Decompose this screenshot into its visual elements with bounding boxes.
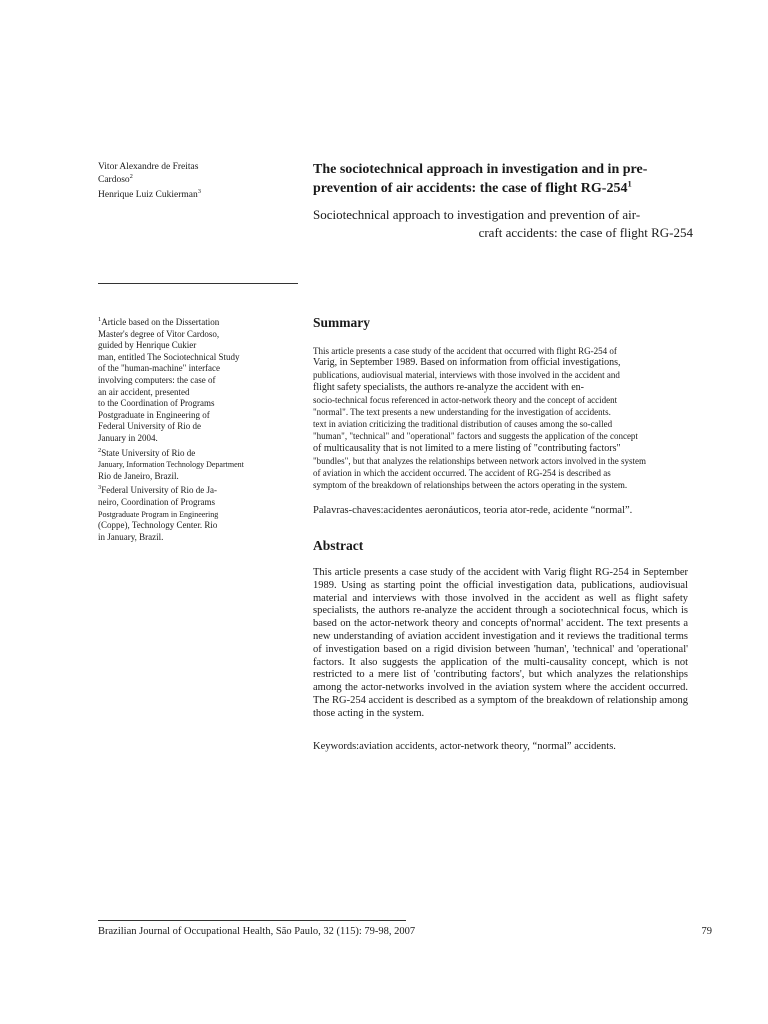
article-title: The sociotechnical approach in investigation and in pre- prevention of air accidents: the case of flight $RG-254^1$ [313,162,648,196]
article-subtitle: Sociotechnical approach to investigation and prevention of air- craft accidents: the case of flight RG-254 [313,207,693,240]
footnote-marker: 1 [627,178,632,189]
author-name-line: Cardoso$^2$ [98,172,133,185]
summary-keywords: Palavras-chaves:acidentes aeronáuticos, teoria ator-rede, acidente “normal”. [313,505,633,516]
abstract-body: This article presents a case study of the accident with Varig flight RG-254 in September 1989. Using as starting point the official investigation data, publications, audiovisual material and interviews with those involved in the accident as well as flight safety specialists, the authors re-analyze the accident through a sociotechnical focus, which is based on the actor-network theory and concepts of'normal' accident. The text presents a new understanding of aviation accident investigation and it reviews the traditional terms of investigation based on a rigid division between 'human', 'technical' and 'operational' factors. It also suggests the application of the multi-causality concept, which is not restricted to a mere list of 'contributing factors', but which analyzes the relationships among the actor-networks involved in the aviation system where the accident occurred. The RG-254 accident is described as a symptom of the breakdown of relationship among those acting in the system. [313,567,688,719]
note-2: $^2$State University of Rio de January, Information Technology Department Rio de Janeiro, Brazil. [98,446,244,481]
journal-citation: Brazilian Journal of Occupational Health, São Paulo, 32 (115): 79-98, 2007 [98,926,416,937]
footer-divider [98,920,406,921]
notes-divider [98,283,298,284]
author-name-line: Henrique Luiz Cukierman$^3$ [98,187,201,200]
author-name-line: Vitor Alexandre de Freitas [98,162,199,172]
summary-heading: Summary [313,315,370,330]
summary-body: This article presents a case study of the accident that occurred with flight RG-254 of Varig, in September 1989. Based on information from official investigations, publications, audiovisual material, interviews with those involved in the accident and flight safety specialists, the authors re-analyze the accident with en- socio-technical focus referenced in actor-network theory and the concept of accident "normal". The text presents a new understanding for the investigation of accidents. text in aviation criticizing the traditional distribution of causes among the so-called "human", "technical" and "operational" factors and suggests the application of the concept of multicausality that is not limited to a mere listing of "contributing factors" "bundles", but that analyzes the relationships between network actors involved in the system of aviation in which the accident occurred. The accident of RG-254 is described as symptom of the breakdown of relationships between the actors operating in the system. [313,346,647,491]
author-block [98,161,298,202]
abstract-heading: Abstract [313,538,364,553]
abstract-keywords: Keywords:aviation accidents, actor-network theory, “normal” accidents. [313,741,616,752]
note-3: $^3$Federal University of Rio de Ja- neiro, Coordination of Programs Postgraduate Program in Engineering (Coppe), Technology Center. Rio in January, Brazil. [98,484,219,542]
affiliation-marker: 3 [197,187,201,195]
affiliation-marker: 2 [129,172,133,180]
page-number: 79 [701,926,712,937]
affiliation-notes [98,317,298,543]
note-1: $^1$Article based on the Dissertation Master's degree of Vitor Cardoso, guided by Henrique Cukier man, entitled The Sociotechnical Study of the "human-machine" interface involving computers: the case of an air accident, presented to the Coordination of Programs Postgraduate in Engineering of Federal University of Rio de January in 2004. [98,316,240,443]
